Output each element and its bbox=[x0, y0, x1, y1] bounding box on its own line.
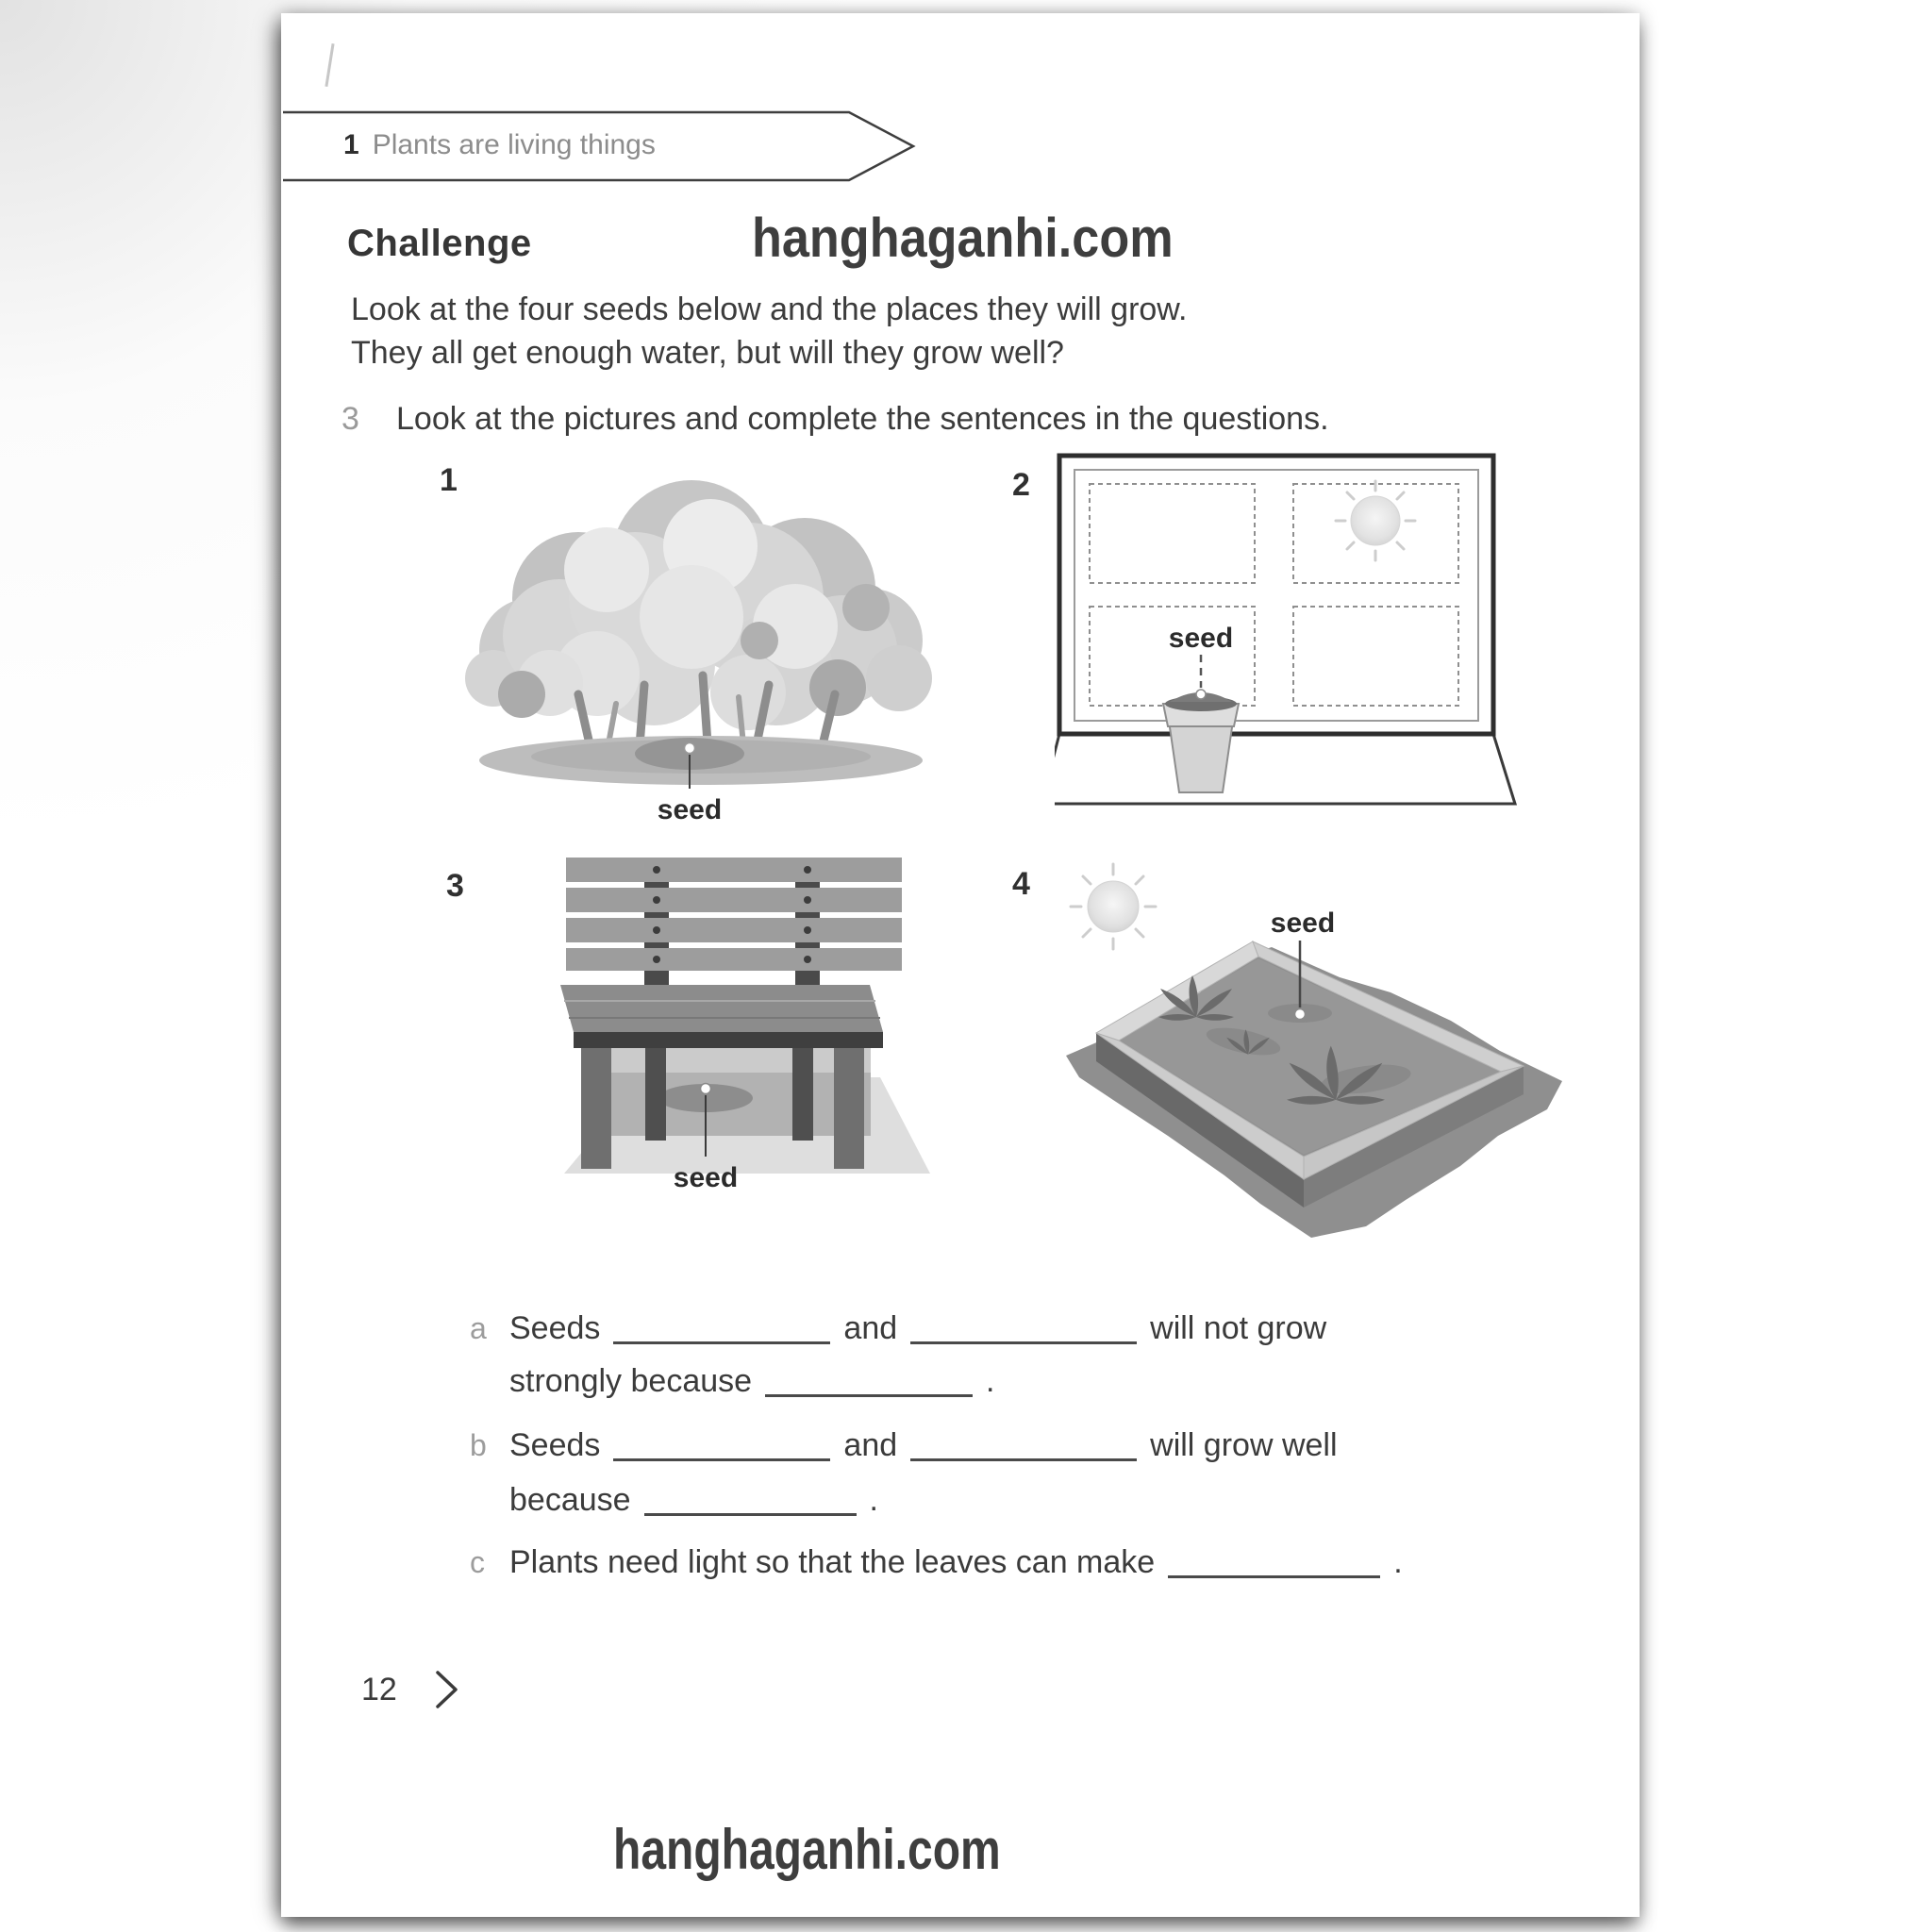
sun-icon bbox=[1071, 864, 1156, 949]
answer-a-lead: Seeds bbox=[509, 1310, 601, 1346]
challenge-intro bbox=[351, 288, 1187, 375]
answer-a-line2-text: strongly because bbox=[509, 1363, 753, 1399]
seed-label-4: seed bbox=[1270, 908, 1336, 939]
chapter-banner-text bbox=[343, 110, 872, 180]
answer-a-letter: a bbox=[470, 1311, 487, 1345]
seed-dot-2 bbox=[1196, 690, 1206, 699]
picture-3-number: 3 bbox=[446, 868, 464, 904]
bush-ground bbox=[479, 736, 923, 785]
watermark-bottom: hanghaganhi.com bbox=[613, 1818, 1001, 1881]
intro-line-2: They all get enough water, but will they grow well? bbox=[351, 335, 1064, 371]
seed-label-2: seed bbox=[1168, 623, 1234, 654]
answer-b-blank-2 bbox=[910, 1426, 1137, 1461]
answer-row-c bbox=[470, 1543, 1403, 1581]
answer-b-letter: b bbox=[470, 1428, 487, 1462]
chapter-number: 1 bbox=[343, 129, 359, 160]
chapter-title: Plants are living things bbox=[372, 129, 656, 160]
bench-shadow bbox=[602, 1046, 871, 1136]
answer-row-a-line2 bbox=[470, 1362, 995, 1400]
seed-dot-1 bbox=[685, 743, 695, 754]
answer-a-period: . bbox=[986, 1363, 995, 1399]
watermark-top: hanghaganhi.com bbox=[752, 208, 1174, 269]
seed-dot-4 bbox=[1295, 1009, 1306, 1020]
answer-b-blank-3 bbox=[644, 1481, 857, 1516]
answer-b-period: . bbox=[869, 1482, 878, 1518]
challenge-heading: Challenge bbox=[347, 223, 532, 264]
question-3-row bbox=[341, 401, 1329, 438]
bench-illustration bbox=[555, 853, 932, 1202]
answer-a-blank-3 bbox=[765, 1362, 973, 1397]
seed-dot-3 bbox=[701, 1084, 711, 1094]
seed-label-1: seed bbox=[657, 794, 723, 825]
seed-label-3: seed bbox=[673, 1162, 739, 1193]
answer-row-b-line1 bbox=[470, 1426, 1338, 1464]
bench-seat bbox=[560, 985, 883, 1048]
bush-foliage bbox=[465, 480, 932, 730]
answer-row-b-line2 bbox=[470, 1481, 878, 1519]
answer-c-blank bbox=[1168, 1543, 1380, 1578]
answer-c-letter: c bbox=[470, 1545, 485, 1579]
answer-a-tail: will not grow bbox=[1150, 1310, 1327, 1346]
workbook-page bbox=[281, 13, 1640, 1917]
picture-1-number: 1 bbox=[440, 462, 458, 498]
next-page-chevron-icon bbox=[435, 1670, 459, 1709]
answer-row-a-line1 bbox=[470, 1309, 1326, 1347]
answer-b-lead: Seeds bbox=[509, 1427, 601, 1463]
answer-a-conj: and bbox=[843, 1310, 898, 1346]
answer-b-conj: and bbox=[843, 1427, 898, 1463]
chapter-banner bbox=[283, 110, 921, 182]
intro-line-1: Look at the four seeds below and the places they will grow. bbox=[351, 291, 1188, 327]
picture-2-number: 2 bbox=[1012, 467, 1030, 503]
garden-bed-illustration bbox=[1055, 853, 1592, 1249]
page-footer bbox=[361, 1670, 459, 1709]
pen-mark bbox=[325, 43, 334, 87]
answer-c-text: Plants need light so that the leaves can make bbox=[509, 1544, 1156, 1580]
answer-c-period: . bbox=[1393, 1544, 1403, 1580]
answer-b-tail: will grow well bbox=[1150, 1427, 1338, 1463]
page-number: 12 bbox=[361, 1671, 397, 1707]
question-3-number: 3 bbox=[341, 401, 359, 437]
bench-back bbox=[566, 858, 902, 985]
picture-4-number: 4 bbox=[1012, 866, 1030, 902]
answer-a-blank-1 bbox=[613, 1309, 830, 1344]
window-illustration bbox=[1055, 453, 1536, 830]
bushes-illustration bbox=[465, 457, 937, 834]
question-3-text: Look at the pictures and complete the sentences in the questions. bbox=[396, 401, 1329, 437]
answer-b-line2-text: because bbox=[509, 1482, 631, 1518]
answer-b-blank-1 bbox=[613, 1426, 830, 1461]
answer-a-blank-2 bbox=[910, 1309, 1137, 1344]
window-sill bbox=[1055, 734, 1515, 804]
